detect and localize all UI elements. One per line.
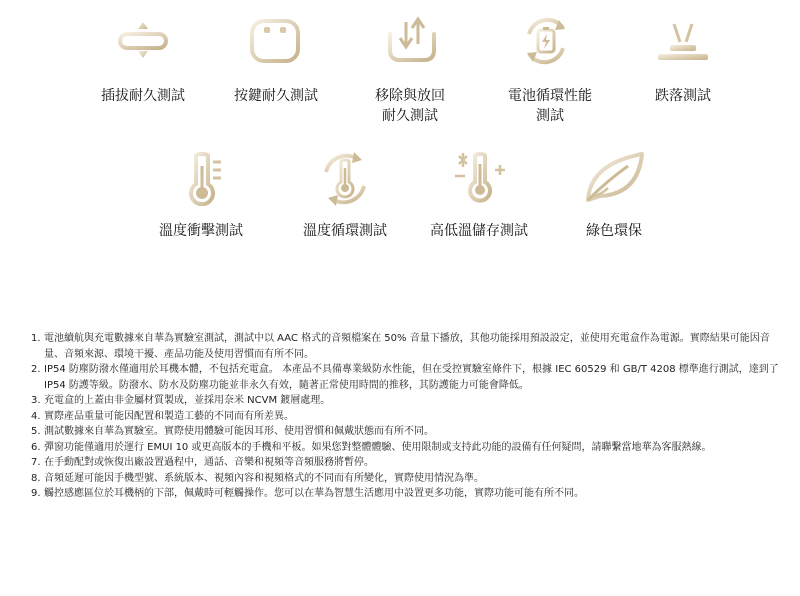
test-label-line: 移除與放回 <box>375 88 445 104</box>
leaf-icon <box>584 150 646 204</box>
thermometer-shock-icon <box>179 152 225 206</box>
drop-test-icon <box>656 20 710 62</box>
footnote-text: 觸控感應區位於耳機柄的下部，佩戴時可輕觸操作。您可以在華為智慧生活應用中設置更多功能，實際功能可能有所不同。 <box>44 488 584 499</box>
battery-cycle-icon <box>519 14 573 68</box>
test-label-line: 溫度循環測試 <box>303 223 387 239</box>
footnote-number: 2. <box>31 364 41 375</box>
test-label-line: 插拔耐久測試 <box>101 88 185 104</box>
footnote-item <box>31 440 785 456</box>
footnote-item <box>31 362 785 393</box>
test-label-line: 電池循環性能 <box>508 88 592 104</box>
usb-c-plug-icon <box>117 20 169 60</box>
footnote-number: 5. <box>31 426 41 437</box>
test-label-line: 溫度衝擊測試 <box>159 223 243 239</box>
footnote-item <box>31 455 785 471</box>
footnotes <box>31 331 785 502</box>
footnote-text: 音頻延遲可能因手機型號、系統版本、視頻內容和視頻格式的不同而有所變化，實際使用情況為準。 <box>44 472 484 484</box>
footnote-number: 8. <box>31 472 41 484</box>
footnote-number: 3. <box>31 395 41 406</box>
footnote-item <box>31 486 785 502</box>
insert-remove-icon <box>386 16 438 64</box>
test-label-line: 按鍵耐久測試 <box>234 88 318 104</box>
thermometer-cycle-icon <box>316 150 374 208</box>
test-label-line: 高低溫儲存測試 <box>430 223 528 239</box>
footnote-number: 9. <box>31 488 41 499</box>
footnote-number: 6. <box>31 441 41 453</box>
test-label-line: 綠色環保 <box>586 223 642 239</box>
footnote-number: 1. <box>31 333 41 344</box>
footnote-text: 實際產品重量可能因配置和製造工藝的不同而有所差異。 <box>44 410 294 422</box>
earbuds-case-icon <box>249 18 301 64</box>
footnote-text: IP54 防塵防潑水僅適用於耳機本體，不包括充電盒。 本產品不具備專業級防水性能，但在受控實驗室條件下，根據 IEC 60529 和 GB/T 4208 標準進行測試，達到了 IP54 防護等級。防潑水、防水及防塵功能並非永久有效，隨著正常使用時間的推移，其防護能力可能會降低。 <box>44 364 779 391</box>
footnote-text: 測試數據來自華為實驗室。實際使用體驗可能因耳形、使用習慣和佩戴狀態而有所不同。 <box>44 426 434 437</box>
footnote-number: 7. <box>31 457 41 468</box>
thermometer-storage-icon <box>451 150 509 206</box>
footnote-item <box>31 393 785 409</box>
footnote-item <box>31 424 785 440</box>
footnote-item <box>31 471 785 487</box>
test-label-line: 耐久測試 <box>382 108 438 124</box>
test-label-line: 跌落測試 <box>655 88 711 104</box>
footnote-item <box>31 331 785 362</box>
footnote-text: 充電盒的上蓋由非金屬材質製成，並採用奈米 NCVM 鍍層處理。 <box>44 395 331 406</box>
footnote-text: 在手動配對或恢復出廠設置過程中，通話、音樂和視頻等音頻服務將暫停。 <box>44 457 374 468</box>
test-label-line: 測試 <box>536 108 564 124</box>
footnote-text: 電池續航與充電數據來自華為實驗室測試，測試中以 AAC 格式的音頻檔案在 50% 音量下播放，其他功能採用預設設定，並使用充電盒作為電源。實際結果可能因音量、音頻來源、環境干擾、產品功能及使用習慣而有所不同。 <box>44 333 770 360</box>
footnote-number: 4. <box>31 410 41 422</box>
footnote-text: 彈窗功能僅適用於運行 EMUI 10 或更高版本的手機和平板。如果您對整體體驗、使用限制或支持此功能的設備有任何疑問，請聯繫當地華為客服熱線。 <box>44 441 712 453</box>
footnote-item <box>31 409 785 425</box>
